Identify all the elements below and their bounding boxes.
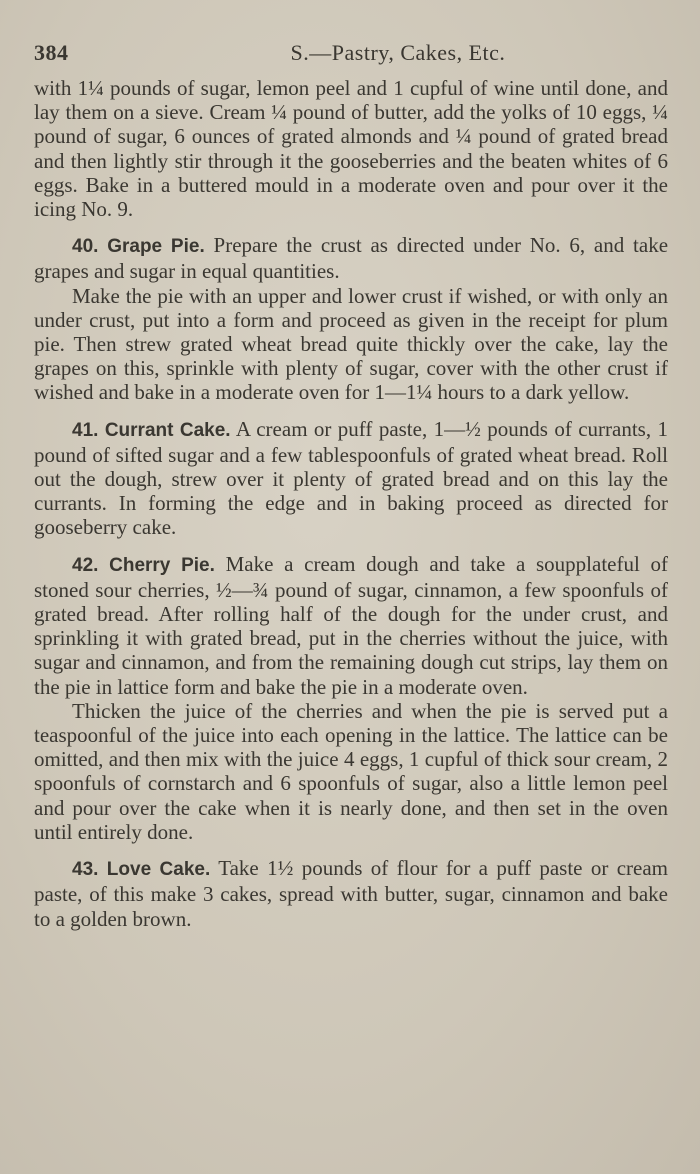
recipe-40 <box>34 233 668 404</box>
recipe-42 <box>34 552 668 844</box>
continuation-paragraph: with 1¼ pounds of sugar, lemon peel and 1 cupful of wine until done, and lay them on a sieve. Cream ¼ pound of butter, add the yolks of 10 eggs, ¼ pound of sugar, 6 ounces of grated almonds and ¼ pound of grated bread and then lightly stir through it the gooseberries and the beaten whites of 6 eggs. Bake in a buttered mould in a moderate oven and pour over it the icing No. 9. <box>34 76 668 222</box>
page-body <box>34 76 668 931</box>
recipe-number: 42. <box>72 554 99 576</box>
recipe-extra-paragraph: Make the pie with an upper and lower crust if wished, or with only an under crust, put into a form and proceed as given in the receipt for plum pie. Then strew grated wheat bread quite thickly over the cake, lay the grapes on this, sprinkle with plenty of sugar, cover with the other crust if wished and bake in a moderate oven for 1—1¼ hours to a dark yellow. <box>34 283 668 405</box>
recipe-extra-paragraph: Thicken the juice of the cherries and when the pie is served put a teaspoonful of the juice into each opening in the lattice. The lattice can be omitted, and then mix with the juice 4 eggs, 1 cupful of thick sour cream, 2 spoonfuls of cornstarch and 6 spoonfuls of sugar, also a little lemon peel and pour over the cake when it is nearly done, and then set in the oven until entirely done. <box>34 698 668 844</box>
recipe-title: Cherry Pie. <box>109 554 215 576</box>
recipe-text: Take 1½ pounds of flour for a puff paste or cream paste, of this make 3 cakes, spread with butter, sugar, cinnamon and bake to a golden brown. <box>34 856 669 931</box>
recipe-43 <box>34 856 668 931</box>
recipe-number: 43. <box>72 859 99 881</box>
recipe-text: Make a cream dough and take a soupplateful of stoned sour cherries, ½—¾ pound of sugar, cinnamon, a few spoonfuls of grated bread. After rolling half of the dough for the under crust, and sprinkling it with grated bread, put in the cherries without the juice, with sugar and cinnamon, and from the remaining dough cut strips, lay them on the pie in lattice form and bake the pie in a moderate oven. <box>34 551 669 699</box>
recipe-number: 40. <box>72 236 99 258</box>
running-head: S.—Pastry, Cakes, Etc. <box>290 40 506 65</box>
recipe-text: A cream or puff paste, 1—½ pounds of currants, 1 pound of sifted sugar and a few tablespoonfuls of grated wheat bread. Roll out the dough, strew over it plenty of grated bread and on this lay the currants. In forming the edge and in baking proceed as directed for gooseberry cake. <box>34 416 668 540</box>
page-header <box>34 40 668 66</box>
recipe-text: Prepare the crust as directed under No. 6, and take grapes and sugar in equal quantities. <box>34 233 669 284</box>
recipe-number: 41. <box>72 419 99 441</box>
recipe-title: Grape Pie. <box>107 236 205 258</box>
recipe-title: Love Cake. <box>106 859 211 881</box>
recipe-41 <box>34 417 668 540</box>
recipe-title: Currant Cake. <box>104 419 231 441</box>
page-number: 384 <box>34 40 69 65</box>
